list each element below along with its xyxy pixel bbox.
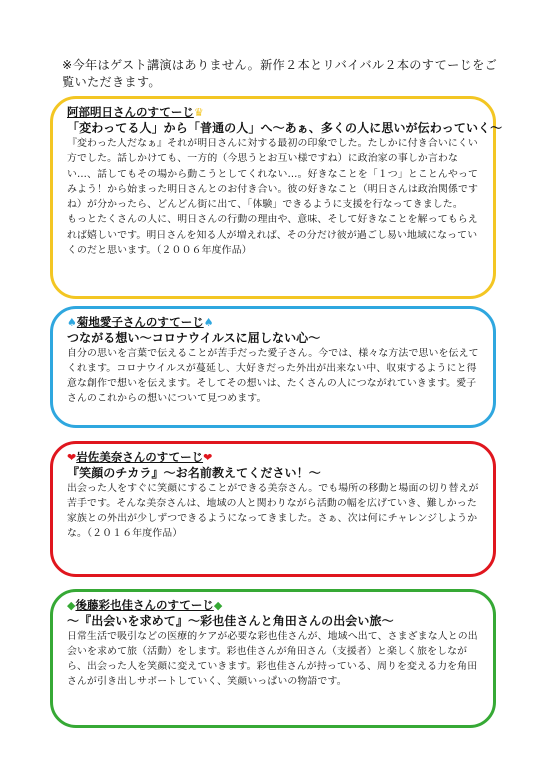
stage-subtitle: 「変わってる人」から「普通の人」へ〜あぁ、多くの人に思いが伝わっていく〜	[67, 121, 503, 135]
stage-name: 菊地愛子さんのすてーじ	[76, 315, 204, 329]
diamond-icon: ◆	[67, 599, 76, 612]
heart-icon: ❤	[67, 451, 77, 464]
stage-description: 自分の思いを言葉で伝えることが苦手だった愛子さん。今では、様々な方法で思いを伝えてくれます。コロナウイルスが蔓延し、大好きだった外出が出来ない中、収束するようにと得意な創作で想いを伝えます。そしてその想いは、たくさんの人につながれていきます。愛子さんのこれからの想いについて見つめます。	[67, 348, 479, 404]
intro-text: ※今年はゲスト講演はありません。新作２本とリバイバル２本のすてーじをご覧いただきます。	[62, 58, 498, 89]
diamond-icon: ◆	[213, 599, 223, 612]
stage-name: 岩佐美奈さんのすてーじ	[76, 450, 204, 464]
stage-description: 日常生活で吸引などの医療的ケアが必要な彩也佳さんが、地域へ出て、さまざまな人との出会いを求めて旅（活動）をします。彩也佳さんが角田さん（支援者）と楽しく旅をしながら、出会った人を笑顔に変えていきます。彩也佳さんが持っている、周りを変える力を角田さんが引き出しサポートしていく、笑顔いっぱいの物語です。	[67, 631, 478, 687]
stage-description: 出会った人をすぐに笑顔にすることができる美奈さん。でも場所の移動と場面の切り替えが苦手です。そんな美奈さんは、地域の人と関わりながら活動の幅を広げていき、難しかった家族との外出が少しずつできるようになってきました。さぁ、次は何にチャレンジしようかな。（２０１６年度作品）	[67, 483, 479, 539]
stage-card-goto	[50, 589, 496, 728]
stage-title	[67, 450, 481, 465]
heart-icon: ❤	[203, 451, 213, 464]
stage-card-iwasa	[50, 441, 496, 577]
spade-icon: ♠	[203, 316, 214, 329]
stage-description: 『変わった人だなぁ』それが明日さんに対する最初の印象でした。たしかに付き合いにくい方でした。話しかけても、一方的（今思うとお互い様ですね）に政治家の事しか言わない…、話してもその場から動こうとしてくれない…。好きなことを「１つ」とことんやってみよう！から始まった明日さんとのお付き合い。彼の好きなこと（明日さんは政治関係ですね）が分かったら、どんどん街に出て、「体験」できるように支援を行なってきました。 もっとたくさんの人に、明日さんの行動の理由や、意味、そして好きなことを解ってもらえれば嬉しいです。明日さんを知る人が増えれば、その分だけ彼が過ごし易い地域になっていくのだと思います。（２００６年度作品）	[67, 138, 479, 257]
stage-name: 後藤彩也佳さんのすてーじ	[75, 598, 214, 612]
spade-icon: ♠	[67, 316, 77, 329]
stage-subtitle: つながる想い〜コロナウイルスに屈しない心〜	[67, 331, 321, 345]
stage-subtitle: 『笑顔のチカラ』〜お名前教えてください！〜	[67, 466, 321, 480]
stage-card-abe	[50, 96, 503, 299]
stage-card-kikuchi	[50, 306, 496, 428]
stage-subtitle: 〜『出会いを求めて』〜彩也佳さんと角田さんの出会い旅〜	[67, 614, 394, 628]
stage-name: 阿部明日さんのすてーじ	[67, 105, 194, 119]
stage-title	[67, 315, 481, 330]
stage-title	[67, 105, 481, 120]
crown-icon: ♛	[193, 106, 204, 119]
stage-title	[67, 598, 481, 613]
